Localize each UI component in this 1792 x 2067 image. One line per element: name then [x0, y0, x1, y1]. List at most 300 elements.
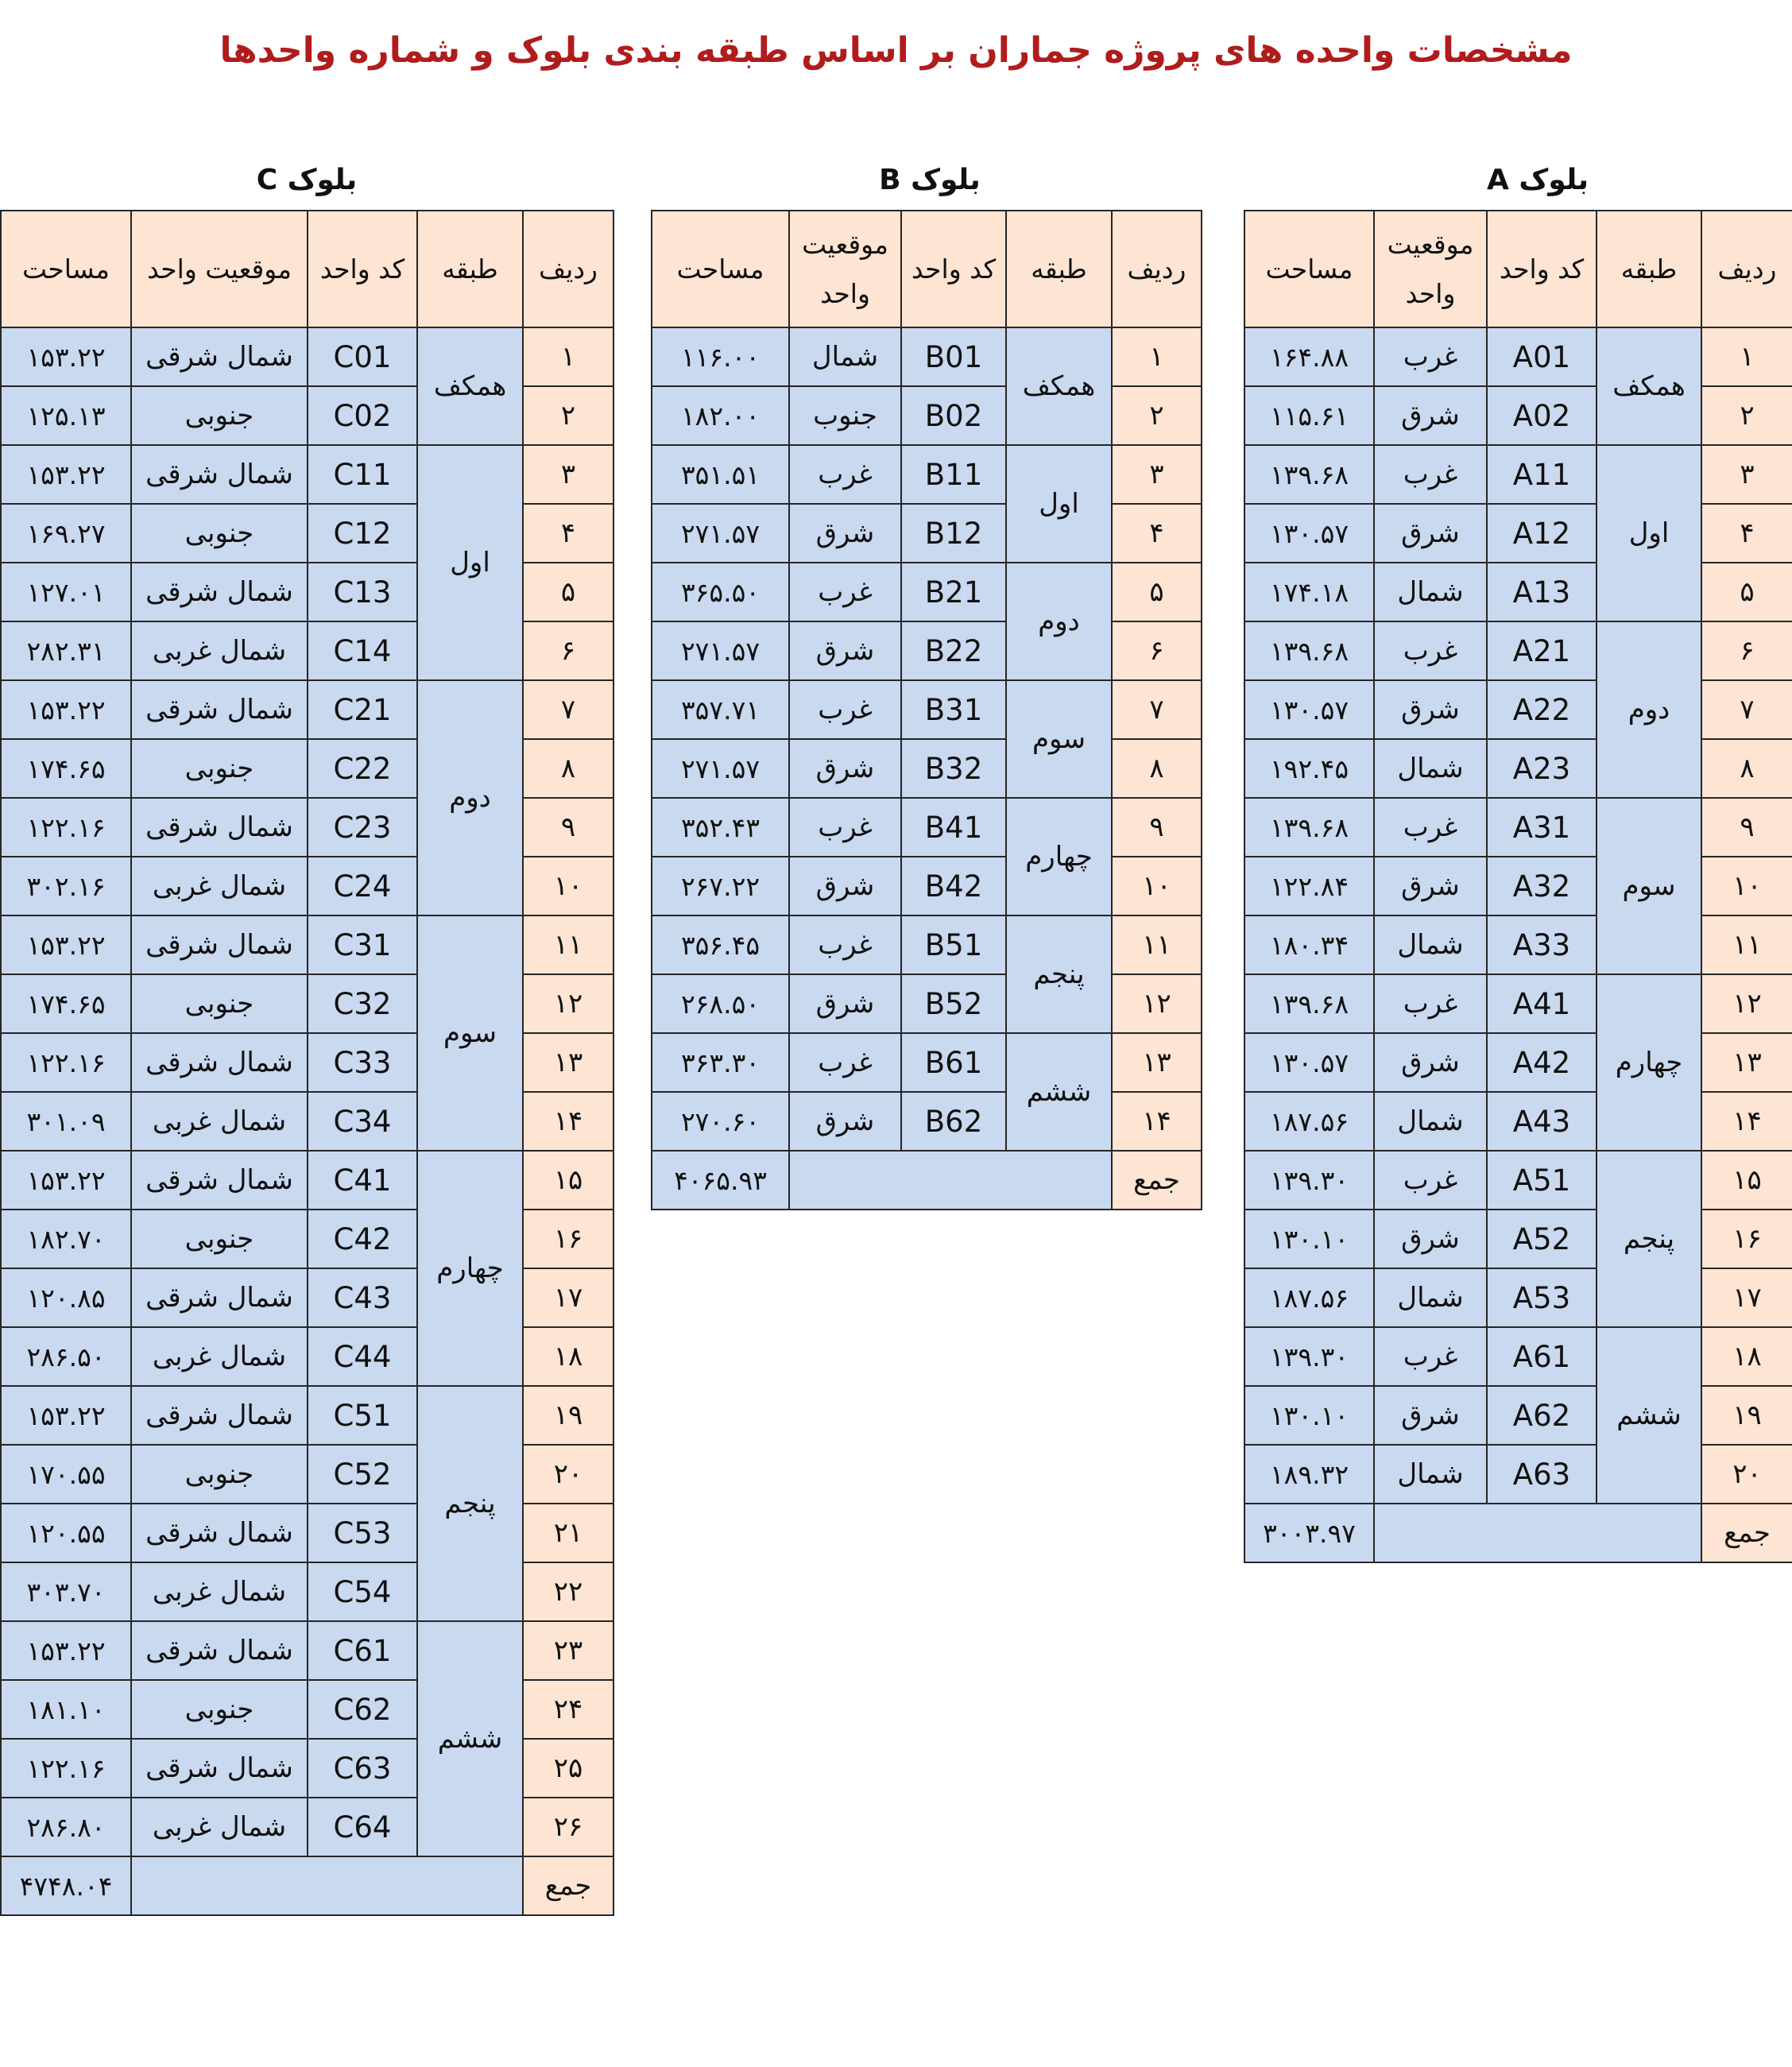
table-row [1244, 1151, 1792, 1210]
area-cell: ۱۵۳.۲۲ [1, 915, 131, 974]
row-number-cell: ۱۴ [1112, 1092, 1202, 1151]
area-cell: ۱۱۵.۶۱ [1244, 386, 1374, 445]
unit-code-cell: C21 [308, 680, 417, 739]
area-cell: ۲۷۰.۶۰ [652, 1092, 789, 1151]
row-number-cell: ۱۱ [1112, 915, 1202, 974]
header-unit-position: موقعیت واحد [131, 211, 308, 327]
row-number-cell: ۲۳ [523, 1621, 613, 1680]
unit-code-cell: A42 [1487, 1033, 1597, 1092]
row-number-cell: ۲۶ [523, 1798, 613, 1856]
unit-code-cell: B21 [901, 563, 1006, 621]
table-row [652, 327, 1202, 386]
unit-position-cell: شمال [1374, 739, 1487, 798]
table-row [652, 445, 1202, 504]
table-row [1244, 915, 1792, 974]
area-cell: ۱۳۹.۶۸ [1244, 974, 1374, 1033]
unit-code-cell: C31 [308, 915, 417, 974]
unit-code-cell: B02 [901, 386, 1006, 445]
header-floor: طبقه [417, 211, 523, 327]
unit-position-cell: شمال شرقی [131, 1621, 308, 1680]
unit-position-cell: شرق [1374, 857, 1487, 915]
area-cell: ۳۵۲.۴۳ [652, 798, 789, 857]
total-area-cell: ۴۰۶۵.۹۳ [652, 1151, 789, 1210]
table-header-row [652, 211, 1202, 327]
unit-position-cell: شمال [1374, 563, 1487, 621]
block-a-table [1244, 210, 1792, 1563]
total-row [1, 1856, 613, 1915]
unit-code-cell: B11 [901, 445, 1006, 504]
unit-position-cell: غرب [789, 445, 901, 504]
area-cell: ۲۷۱.۵۷ [652, 621, 789, 680]
unit-code-cell: B01 [901, 327, 1006, 386]
unit-position-cell: غرب [1374, 621, 1487, 680]
table-row [1244, 974, 1792, 1033]
unit-code-cell: C64 [308, 1798, 417, 1856]
unit-code-cell: C53 [308, 1504, 417, 1562]
area-cell: ۱۸۲.۷۰ [1, 1210, 131, 1268]
unit-code-cell: C02 [308, 386, 417, 445]
floor-cell: دوم [417, 680, 523, 915]
floor-cell: دوم [1597, 621, 1701, 798]
unit-code-cell: A23 [1487, 739, 1597, 798]
table-row [652, 798, 1202, 857]
table-row [1244, 1386, 1792, 1445]
unit-code-cell: C54 [308, 1562, 417, 1621]
unit-position-cell: شمال غربی [131, 1092, 308, 1151]
header-floor: طبقه [1006, 211, 1112, 327]
row-number-cell: ۱۰ [523, 857, 613, 915]
area-cell: ۱۷۰.۵۵ [1, 1445, 131, 1504]
area-cell: ۳۶۳.۳۰ [652, 1033, 789, 1092]
floor-cell: ششم [417, 1621, 523, 1856]
table-row [1244, 445, 1792, 504]
table-row [652, 1092, 1202, 1151]
row-number-cell: ۴ [1112, 504, 1202, 563]
table-row [652, 857, 1202, 915]
unit-code-cell: C34 [308, 1092, 417, 1151]
unit-position-cell: جنوبی [131, 1210, 308, 1268]
area-cell: ۱۳۹.۳۰ [1244, 1151, 1374, 1210]
row-number-cell: ۱۵ [523, 1151, 613, 1210]
unit-position-cell: شرق [1374, 504, 1487, 563]
unit-code-cell: C22 [308, 739, 417, 798]
area-cell: ۲۷۱.۵۷ [652, 504, 789, 563]
unit-code-cell: A62 [1487, 1386, 1597, 1445]
area-cell: ۲۸۶.۵۰ [1, 1327, 131, 1386]
area-cell: ۲۶۷.۲۲ [652, 857, 789, 915]
row-number-cell: ۲۰ [523, 1445, 613, 1504]
unit-position-cell: شرق [1374, 680, 1487, 739]
area-cell: ۱۳۹.۶۸ [1244, 445, 1374, 504]
area-cell: ۱۸۱.۱۰ [1, 1680, 131, 1739]
floor-cell: اول [1597, 445, 1701, 621]
area-cell: ۱۵۳.۲۲ [1, 680, 131, 739]
table-row [652, 504, 1202, 563]
total-row [652, 1151, 1202, 1210]
unit-position-cell: شرق [1374, 1210, 1487, 1268]
unit-position-cell: غرب [1374, 445, 1487, 504]
row-number-cell: ۹ [1701, 798, 1792, 857]
row-number-cell: ۱ [1701, 327, 1792, 386]
unit-position-cell: شمال [789, 327, 901, 386]
unit-position-cell: جنوبی [131, 1680, 308, 1739]
table-row [1, 1621, 613, 1680]
table-row [1, 915, 613, 974]
row-number-cell: ۲۵ [523, 1739, 613, 1798]
unit-position-cell: غرب [789, 1033, 901, 1092]
floor-cell: دوم [1006, 563, 1112, 680]
area-cell: ۱۲۲.۸۴ [1244, 857, 1374, 915]
row-number-cell: ۱۲ [1112, 974, 1202, 1033]
table-row [652, 563, 1202, 621]
unit-position-cell: شرق [1374, 386, 1487, 445]
row-number-cell: ۱۳ [523, 1033, 613, 1092]
unit-position-cell: غرب [789, 680, 901, 739]
total-label-cell: جمع [1701, 1504, 1792, 1562]
unit-code-cell: A63 [1487, 1445, 1597, 1504]
total-label-cell: جمع [1112, 1151, 1202, 1210]
table-row [1244, 1268, 1792, 1327]
unit-code-cell: B61 [901, 1033, 1006, 1092]
row-number-cell: ۱۰ [1112, 857, 1202, 915]
area-cell: ۱۵۳.۲۲ [1, 445, 131, 504]
area-cell: ۱۸۷.۵۶ [1244, 1268, 1374, 1327]
block-a-title: بلوک A [1486, 164, 1589, 196]
row-number-cell: ۵ [1112, 563, 1202, 621]
row-number-cell: ۳ [1701, 445, 1792, 504]
unit-code-cell: B62 [901, 1092, 1006, 1151]
unit-position-cell: شمال [1374, 915, 1487, 974]
row-number-cell: ۱۷ [523, 1268, 613, 1327]
unit-position-cell: غرب [1374, 1151, 1487, 1210]
floor-cell: پنجم [1006, 915, 1112, 1033]
table-row [652, 680, 1202, 739]
row-number-cell: ۲۱ [523, 1504, 613, 1562]
row-number-cell: ۱۵ [1701, 1151, 1792, 1210]
table-row [1244, 739, 1792, 798]
area-cell: ۱۲۷.۰۱ [1, 563, 131, 621]
table-row [652, 386, 1202, 445]
total-label-cell: جمع [523, 1856, 613, 1915]
area-cell: ۱۵۳.۲۲ [1, 1621, 131, 1680]
area-cell: ۱۳۰.۵۷ [1244, 680, 1374, 739]
table-row [1244, 1327, 1792, 1386]
row-number-cell: ۹ [523, 798, 613, 857]
unit-position-cell: شمال غربی [131, 1798, 308, 1856]
unit-code-cell: A22 [1487, 680, 1597, 739]
row-number-cell: ۲ [1112, 386, 1202, 445]
unit-code-cell: C62 [308, 1680, 417, 1739]
row-number-cell: ۱۴ [1701, 1092, 1792, 1151]
unit-position-cell: غرب [1374, 974, 1487, 1033]
row-number-cell: ۱۸ [523, 1327, 613, 1386]
unit-position-cell: شمال [1374, 1268, 1487, 1327]
row-number-cell: ۱۸ [1701, 1327, 1792, 1386]
unit-code-cell: A43 [1487, 1092, 1597, 1151]
unit-code-cell: A52 [1487, 1210, 1597, 1268]
area-cell: ۳۰۲.۱۶ [1, 857, 131, 915]
table-row [1244, 1210, 1792, 1268]
area-cell: ۱۶۴.۸۸ [1244, 327, 1374, 386]
unit-code-cell: A33 [1487, 915, 1597, 974]
row-number-cell: ۲۴ [523, 1680, 613, 1739]
unit-position-cell: شمال شرقی [131, 563, 308, 621]
table-row [1, 327, 613, 386]
area-cell: ۱۸۷.۵۶ [1244, 1092, 1374, 1151]
floor-cell: سوم [1597, 798, 1701, 974]
unit-code-cell: C63 [308, 1739, 417, 1798]
floor-cell: ششم [1006, 1033, 1112, 1151]
row-number-cell: ۱۹ [1701, 1386, 1792, 1445]
table-row [1244, 386, 1792, 445]
unit-position-cell: شرق [1374, 1033, 1487, 1092]
area-cell: ۱۳۰.۱۰ [1244, 1210, 1374, 1268]
area-cell: ۱۲۲.۱۶ [1, 1739, 131, 1798]
unit-code-cell: C43 [308, 1268, 417, 1327]
header-unit-code: کد واحد [308, 211, 417, 327]
area-cell: ۲۷۱.۵۷ [652, 739, 789, 798]
floor-cell: سوم [1006, 680, 1112, 798]
block-b-title: بلوک B [879, 164, 981, 196]
unit-position-cell: غرب [1374, 1327, 1487, 1386]
table-row [1244, 857, 1792, 915]
area-cell: ۱۷۴.۶۵ [1, 739, 131, 798]
area-cell: ۳۶۵.۵۰ [652, 563, 789, 621]
unit-code-cell: A41 [1487, 974, 1597, 1033]
row-number-cell: ۱۲ [1701, 974, 1792, 1033]
table-row [1244, 1092, 1792, 1151]
unit-code-cell: C42 [308, 1210, 417, 1268]
area-cell: ۳۵۶.۴۵ [652, 915, 789, 974]
row-number-cell: ۱ [523, 327, 613, 386]
area-cell: ۳۰۱.۰۹ [1, 1092, 131, 1151]
area-cell: ۲۸۶.۸۰ [1, 1798, 131, 1856]
table-header-row [1, 211, 613, 327]
floor-cell: سوم [417, 915, 523, 1151]
floor-cell: چهارم [1597, 974, 1701, 1151]
total-row [1244, 1504, 1792, 1562]
table-row [1, 445, 613, 504]
area-cell: ۱۷۴.۱۸ [1244, 563, 1374, 621]
header-area: مساحت [1244, 211, 1374, 327]
unit-code-cell: A13 [1487, 563, 1597, 621]
row-number-cell: ۷ [1701, 680, 1792, 739]
table-row [1, 1151, 613, 1210]
unit-position-cell: شمال شرقی [131, 1739, 308, 1798]
unit-code-cell: C41 [308, 1151, 417, 1210]
unit-code-cell: B32 [901, 739, 1006, 798]
row-number-cell: ۸ [1701, 739, 1792, 798]
row-number-cell: ۱۳ [1701, 1033, 1792, 1092]
area-cell: ۱۳۰.۱۰ [1244, 1386, 1374, 1445]
table-row [1244, 1033, 1792, 1092]
area-cell: ۱۱۶.۰۰ [652, 327, 789, 386]
table-row [1244, 327, 1792, 386]
floor-cell: همکف [1006, 327, 1112, 445]
header-unit-code: کد واحد [1487, 211, 1597, 327]
unit-code-cell: C52 [308, 1445, 417, 1504]
floor-cell: چهارم [1006, 798, 1112, 915]
row-number-cell: ۱۴ [523, 1092, 613, 1151]
unit-code-cell: A51 [1487, 1151, 1597, 1210]
area-cell: ۱۳۰.۵۷ [1244, 1033, 1374, 1092]
row-number-cell: ۹ [1112, 798, 1202, 857]
unit-code-cell: A61 [1487, 1327, 1597, 1386]
unit-code-cell: C44 [308, 1327, 417, 1386]
row-number-cell: ۳ [523, 445, 613, 504]
unit-code-cell: C24 [308, 857, 417, 915]
row-number-cell: ۱۰ [1701, 857, 1792, 915]
table-row [1244, 621, 1792, 680]
unit-code-cell: C23 [308, 798, 417, 857]
unit-position-cell: شرق [789, 1092, 901, 1151]
table-row [652, 1033, 1202, 1092]
unit-code-cell: A12 [1487, 504, 1597, 563]
unit-code-cell: A11 [1487, 445, 1597, 504]
unit-code-cell: C13 [308, 563, 417, 621]
floor-cell: همکف [417, 327, 523, 445]
header-row-number: ردیف [1701, 211, 1792, 327]
unit-code-cell: C12 [308, 504, 417, 563]
floor-cell: اول [1006, 445, 1112, 563]
unit-position-cell: غرب [1374, 327, 1487, 386]
block-c-table [0, 210, 614, 1916]
total-area-cell: ۳۰۰۳.۹۷ [1244, 1504, 1374, 1562]
floor-cell: همکف [1597, 327, 1701, 445]
area-cell: ۱۶۹.۲۷ [1, 504, 131, 563]
row-number-cell: ۱۶ [1701, 1210, 1792, 1268]
unit-code-cell: A01 [1487, 327, 1597, 386]
table-row [1244, 798, 1792, 857]
row-number-cell: ۶ [1701, 621, 1792, 680]
floor-cell: پنجم [417, 1386, 523, 1621]
unit-code-cell: B22 [901, 621, 1006, 680]
area-cell: ۱۲۵.۱۳ [1, 386, 131, 445]
page-title: مشخصات واحده های پروژه جماران بر اساس طبقه بندی بلوک و شماره واحدها [219, 30, 1573, 71]
unit-code-cell: B51 [901, 915, 1006, 974]
row-number-cell: ۱ [1112, 327, 1202, 386]
row-number-cell: ۶ [523, 621, 613, 680]
unit-position-cell: جنوب [789, 386, 901, 445]
unit-position-cell: شرق [789, 621, 901, 680]
header-row-number: ردیف [523, 211, 613, 327]
unit-position-cell: شمال شرقی [131, 1033, 308, 1092]
table-row [1, 680, 613, 739]
header-unit-position: موقعیت واحد [1374, 211, 1487, 327]
floor-cell: اول [417, 445, 523, 680]
area-cell: ۱۲۰.۸۵ [1, 1268, 131, 1327]
row-number-cell: ۱۳ [1112, 1033, 1202, 1092]
table-row [652, 621, 1202, 680]
row-number-cell: ۱۷ [1701, 1268, 1792, 1327]
table-row [1, 1386, 613, 1445]
header-row-number: ردیف [1112, 211, 1202, 327]
unit-position-cell: شمال شرقی [131, 445, 308, 504]
area-cell: ۱۵۳.۲۲ [1, 327, 131, 386]
table-header-row [1244, 211, 1792, 327]
unit-code-cell: A31 [1487, 798, 1597, 857]
unit-position-cell: شرق [789, 504, 901, 563]
table-row [1244, 504, 1792, 563]
unit-code-cell: B52 [901, 974, 1006, 1033]
unit-position-cell: شرق [789, 974, 901, 1033]
unit-position-cell: جنوبی [131, 739, 308, 798]
unit-position-cell: شمال [1374, 1092, 1487, 1151]
row-number-cell: ۵ [1701, 563, 1792, 621]
row-number-cell: ۶ [1112, 621, 1202, 680]
row-number-cell: ۲۰ [1701, 1445, 1792, 1504]
unit-code-cell: C32 [308, 974, 417, 1033]
unit-position-cell: شمال شرقی [131, 1504, 308, 1562]
area-cell: ۱۵۳.۲۲ [1, 1151, 131, 1210]
block-b-table [651, 210, 1202, 1210]
area-cell: ۱۵۳.۲۲ [1, 1386, 131, 1445]
area-cell: ۱۸۲.۰۰ [652, 386, 789, 445]
area-cell: ۱۳۰.۵۷ [1244, 504, 1374, 563]
header-floor: طبقه [1597, 211, 1701, 327]
unit-position-cell: شمال شرقی [131, 1386, 308, 1445]
unit-position-cell: شمال غربی [131, 1562, 308, 1621]
row-number-cell: ۷ [1112, 680, 1202, 739]
unit-position-cell: جنوبی [131, 504, 308, 563]
row-number-cell: ۵ [523, 563, 613, 621]
row-number-cell: ۸ [1112, 739, 1202, 798]
area-cell: ۱۳۹.۶۸ [1244, 798, 1374, 857]
area-cell: ۱۲۲.۱۶ [1, 798, 131, 857]
unit-position-cell: شرق [789, 857, 901, 915]
table-row [1244, 680, 1792, 739]
unit-position-cell: غرب [1374, 798, 1487, 857]
unit-position-cell: شمال شرقی [131, 1151, 308, 1210]
row-number-cell: ۲ [523, 386, 613, 445]
header-area: مساحت [1, 211, 131, 327]
unit-code-cell: B42 [901, 857, 1006, 915]
unit-code-cell: A53 [1487, 1268, 1597, 1327]
unit-code-cell: B12 [901, 504, 1006, 563]
row-number-cell: ۲ [1701, 386, 1792, 445]
unit-code-cell: A21 [1487, 621, 1597, 680]
area-cell: ۲۸۲.۳۱ [1, 621, 131, 680]
area-cell: ۱۸۰.۳۴ [1244, 915, 1374, 974]
unit-code-cell: C51 [308, 1386, 417, 1445]
header-unit-code: کد واحد [901, 211, 1006, 327]
table-row [652, 915, 1202, 974]
unit-position-cell: شمال شرقی [131, 798, 308, 857]
row-number-cell: ۱۱ [523, 915, 613, 974]
total-empty-cell [1374, 1504, 1701, 1562]
unit-code-cell: C11 [308, 445, 417, 504]
table-row [1244, 1445, 1792, 1504]
area-cell: ۳۰۳.۷۰ [1, 1562, 131, 1621]
row-number-cell: ۸ [523, 739, 613, 798]
unit-code-cell: B31 [901, 680, 1006, 739]
unit-position-cell: شمال [1374, 1445, 1487, 1504]
table-row [652, 739, 1202, 798]
area-cell: ۱۳۹.۶۸ [1244, 621, 1374, 680]
area-cell: ۱۲۲.۱۶ [1, 1033, 131, 1092]
floor-cell: پنجم [1597, 1151, 1701, 1327]
row-number-cell: ۴ [1701, 504, 1792, 563]
unit-position-cell: شمال غربی [131, 1327, 308, 1386]
unit-position-cell: شمال شرقی [131, 327, 308, 386]
unit-code-cell: A32 [1487, 857, 1597, 915]
row-number-cell: ۱۱ [1701, 915, 1792, 974]
table-row [1244, 563, 1792, 621]
unit-position-cell: غرب [789, 915, 901, 974]
unit-code-cell: C61 [308, 1621, 417, 1680]
row-number-cell: ۳ [1112, 445, 1202, 504]
unit-position-cell: شمال غربی [131, 621, 308, 680]
